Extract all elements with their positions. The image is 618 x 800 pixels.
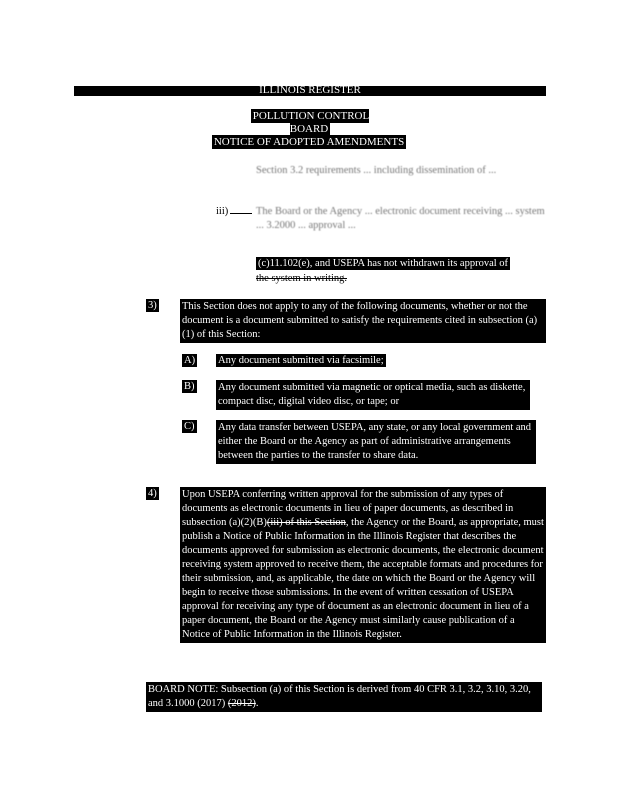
item-A-text: Any document submitted via facsimile; [218,355,384,366]
item-3-marker: 3) [148,300,157,311]
register-title: ILLINOIS REGISTER [259,84,361,96]
item-4-text: Upon USEPA conferring written approval for the submission of any types of documents as electronic documents in lieu of paper documents, as described in subsection (a)(2)(B)(iii) of this Section, the Agency or the Board, as appropriate, must publish a Notice of Public Information in the Illinois Register that describes the documents approved for submission as electronic documents, the electronic document receiving system approved to receive them, the acceptable formats and procedures for their submission, and, as applicable, the date on which the Board or the Agency will begin to receive those submissions. In the event of written cessation of USEPA approval for receiving any type of document as an electronic document in lieu of a paper document, the Board or the Agency must similarly cause publication of a Notice of Public Information in the Illinois Register. [180,487,546,643]
board-note: BOARD NOTE: Subsection (a) of this Section is derived from 40 CFR 3.1, 3.2, 3.10, 3.20, and 3.1000 (2017) (2012). [146,682,542,712]
notice-title: NOTICE OF ADOPTED AMENDMENTS [213,136,405,148]
section-iii-marker: iii) [216,206,229,217]
item-C-marker: C) [184,421,195,432]
section-ii-text: Section 3.2 requirements ... including dissemination of ... [256,165,497,176]
item-4-marker: 4) [148,488,157,499]
section-iii-blurred: The Board or the Agency ... electronic document receiving ... system ... 3.2000 ... approval ... [256,206,545,231]
section-iii-end: the system in writing. [256,273,347,284]
section-iii-dash [230,213,252,214]
item-B-marker: B) [184,381,195,392]
section-iii-clear: (c)11.102(e), and USEPA has not withdrawn its approval of [258,258,509,269]
board-name: POLLUTION CONTROL BOARD [252,110,370,135]
item-3-text: This Section does not apply to any of the following documents, whether or not the document is a document submitted to satisfy the requirements cited in subsection (a)(1) of this Section: [180,299,546,343]
item-C-text: Any data transfer between USEPA, any state, or any local government and either the Board or the Agency as part of administrative arrangements between the parties to the transfer to share data. [216,420,536,464]
item-B-text: Any document submitted via magnetic or optical media, such as diskette, compact disc, digital video disc, or tape; or [216,380,530,410]
item-A-marker: A) [184,355,196,366]
